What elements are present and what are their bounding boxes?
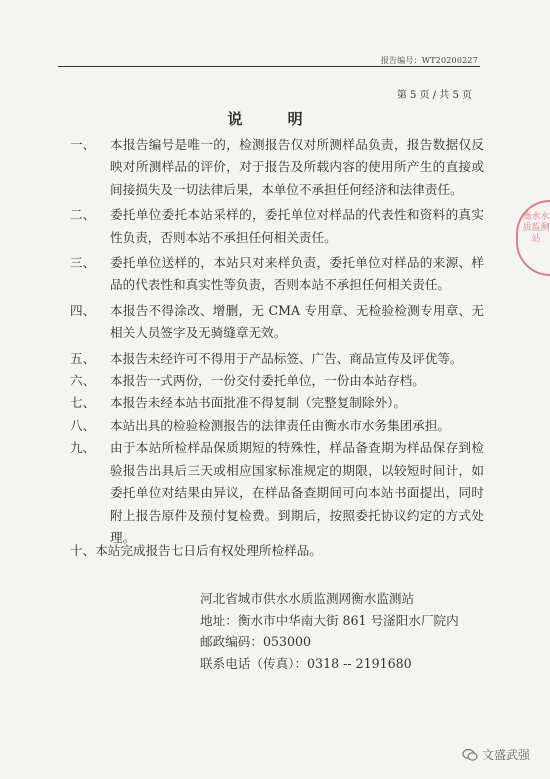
page-title: 说 明 — [227, 110, 323, 128]
watermark-text: 文盛武强 — [481, 748, 530, 762]
chat-bubble-icon — [462, 747, 478, 763]
postcode: 邮政编码：053000 — [200, 634, 312, 649]
item-number: 四、 — [70, 302, 96, 318]
list-item — [70, 392, 484, 414]
organization-name: 河北省城市供水水质监测网衡水监测站 — [200, 591, 415, 606]
header-rule — [58, 66, 480, 67]
item-text: 本报告一式两份，一份交付委托单位，一份由本站存档。 — [110, 373, 425, 389]
item-text: 本报告未经本站书面批准不得复制（完整复制除外）。 — [110, 395, 406, 411]
item-text: 委托单位委托本站采样的，委托单位对样品的代表性和资料的真实性负责，否则本站不承担任何相关责任。 — [110, 207, 484, 245]
item-number: 六、 — [70, 373, 96, 389]
item-text: 本报告不得涂改、增删，无 CMA 专用章、无检验检测专用章、无相关人员签字及无骑缝章无效。 — [110, 302, 484, 341]
item-text: 本报告编号是唯一的，检测报告仅对所测样品负责，报告数据仅反映对所测样品的评价，对于报告及所载内容的使用所产生的直接或间接损失及一切法律后果，本单位不承担任何经济和法律责任。 — [110, 137, 484, 197]
item-text: 本站出具的检验检测报告的法律责任由衡水市水务集团承担。 — [110, 417, 451, 433]
item-text: 本报告未经许可不得用于产品标签、广告、商品宣传及评优等。 — [110, 350, 463, 366]
final-item: 十、本站完成报告七日后有权处理所检样品。 — [70, 543, 322, 558]
item-number: 一、 — [70, 137, 96, 152]
contact-block — [200, 588, 459, 674]
item-text: 委托单位送样的，本站只对来样负责，委托单位对样品的来源、样品的代表性和真实性等负责，否则本站不承担任何相关责任。 — [110, 255, 484, 293]
notes-list — [70, 134, 484, 549]
list-item — [70, 300, 484, 345]
seal-text: 衡水水质监测站 — [522, 212, 550, 244]
item-text: 由于本站所检样品保质期短的特殊性，样品备查期为样品保存到检验报告出具后三天或相应国家标准规定的期限，以较短时间计，如委托单位对结果由异议，在样品备查期间可向本站书面提出，同时附上报告原件及预付复检费。到期后，按照委托协议约定的方式处理。 — [110, 440, 484, 545]
list-item — [70, 252, 484, 297]
red-seal-stamp — [516, 200, 550, 276]
list-item — [70, 415, 484, 437]
address: 地址：衡水市中华南大街 861 号滏阳水厂院内 — [200, 612, 459, 628]
item-number: 七、 — [70, 395, 96, 411]
page-indicator: 第 5 页 / 共 5 页 — [396, 90, 472, 101]
list-item — [70, 348, 484, 370]
account-watermark — [462, 746, 530, 763]
list-item — [70, 437, 484, 549]
item-number: 五、 — [70, 350, 96, 366]
list-item — [70, 370, 484, 392]
list-item — [70, 204, 484, 249]
item-number: 八、 — [70, 417, 96, 433]
report-number: 报告编号：WT20200227 — [380, 56, 478, 65]
item-number: 二、 — [70, 207, 96, 223]
list-item — [70, 134, 484, 201]
item-number: 九、 — [70, 440, 96, 456]
phone-fax: 联系电话（传真）：0318 -- 2191680 — [200, 655, 412, 671]
item-number: 三、 — [70, 255, 96, 271]
